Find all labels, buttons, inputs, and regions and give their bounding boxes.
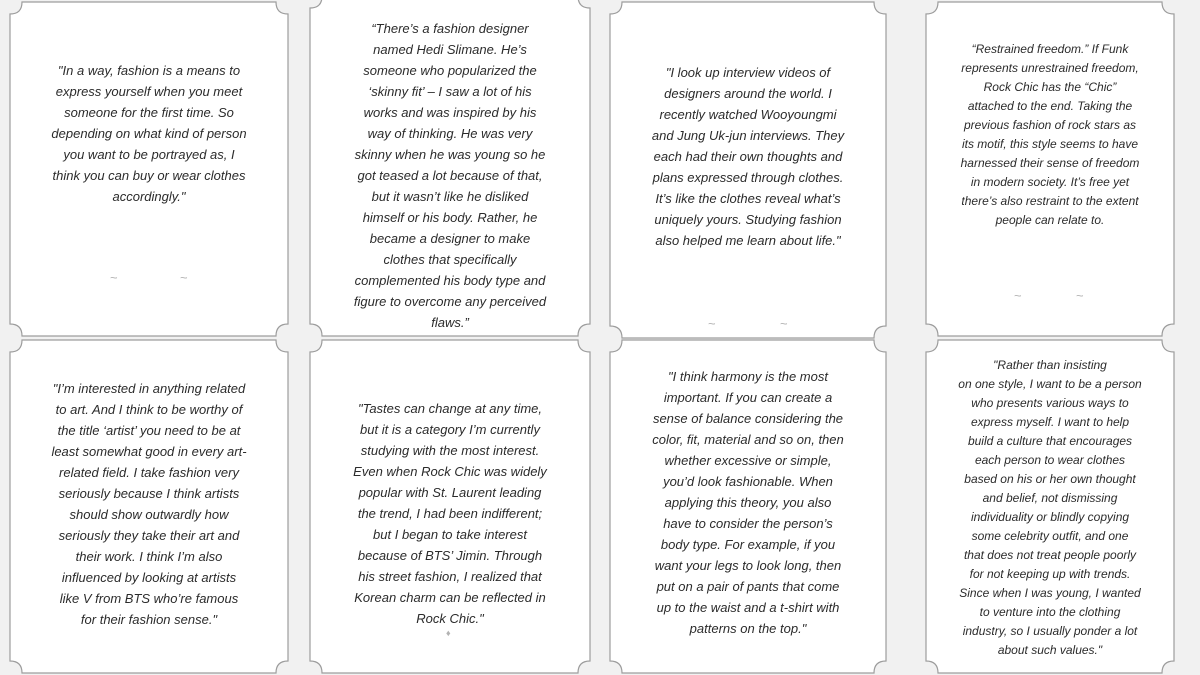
quote-line: who presents various ways to — [971, 396, 1129, 410]
ornament-right-icon: ~ — [1076, 288, 1084, 303]
quote-line: sense of balance considering the — [652, 411, 844, 426]
quote-line: think you can buy or wear clothes — [52, 168, 246, 183]
quote-line: "I think harmony is the most — [668, 369, 828, 384]
quote-line: popular with St. Laurent leading — [358, 485, 542, 500]
quote-line: represents unrestrained freedom, — [961, 61, 1139, 75]
quote-line: some celebrity outfit, and one — [971, 529, 1129, 543]
quote-line: uniquely yours. Studying fashion — [654, 212, 842, 227]
quote-text — [29, 378, 269, 630]
quote-line: Rock Chic." — [416, 611, 484, 626]
quote-line: to art. And I think to be worthy of — [55, 402, 243, 417]
quote-line: clothes that specifically — [383, 252, 517, 267]
quote-line: for not keeping up with trends. — [969, 567, 1131, 581]
quote-line: people can relate to. — [995, 213, 1105, 227]
quote-line: seriously they take their art and — [58, 528, 240, 543]
quote-line: "In a way, fashion is a means to — [57, 63, 241, 78]
quote-line: but it wasn’t like he disliked — [371, 189, 529, 204]
quote-line: became a designer to make — [369, 231, 531, 246]
quote-line: previous fashion of rock stars as — [963, 118, 1137, 132]
quote-line: someone for the first time. So — [64, 105, 234, 120]
quote-card-1 — [8, 0, 290, 338]
quote-line: plans expressed through clothes. — [652, 170, 844, 185]
quote-line: himself or his body. Rather, he — [362, 210, 538, 225]
quote-line: "Tastes can change at any time, — [357, 401, 543, 416]
quote-line: each had their own thoughts and — [653, 149, 843, 164]
quote-line: for their fashion sense." — [80, 612, 218, 627]
quote-line: body type. For example, if you — [660, 537, 836, 552]
quote-line: applying this theory, you also — [664, 495, 832, 510]
quote-line: harnessed their sense of freedom — [960, 156, 1140, 170]
quote-line: Since when I was young, I wanted — [959, 586, 1141, 600]
quote-text — [325, 18, 575, 333]
quote-line: Korean charm can be reflected in — [354, 590, 546, 605]
quote-line: the title ‘artist’ you need to be at — [57, 423, 241, 438]
quote-line: build a culture that encourages — [967, 434, 1133, 448]
quote-line: least somewhat good in every art- — [51, 444, 247, 459]
quote-line: there’s also restraint to the extent — [961, 194, 1139, 208]
quote-line: industry, so I usually ponder a lot — [962, 624, 1138, 638]
quote-line: It’s like the clothes reveal what’s — [655, 191, 841, 206]
quote-line: express yourself when you meet — [55, 84, 243, 99]
quote-text — [625, 62, 871, 251]
ornament-right-icon: ~ — [780, 316, 788, 331]
quote-line: designers around the world. I — [664, 86, 832, 101]
quote-line: and belief, not dismissing — [982, 491, 1118, 505]
quote-line: patterns on the top." — [689, 621, 807, 636]
quote-line: accordingly." — [112, 189, 186, 204]
quote-line: “There’s a fashion designer — [371, 21, 529, 36]
quote-line: important. If you can create a — [663, 390, 833, 405]
quote-line: Even when Rock Chic was widely — [353, 464, 547, 479]
quote-line: "Rather than insisting — [993, 358, 1107, 372]
ornament-left-icon: ~ — [110, 270, 118, 285]
ornament-diamond-icon: ♦ — [446, 628, 451, 638]
quote-line: influenced by looking at artists — [61, 570, 237, 585]
quote-line: works and was inspired by his — [363, 105, 537, 120]
quote-line: about such values." — [997, 643, 1103, 657]
quote-line: way of thinking. He was very — [367, 126, 533, 141]
ornament-left-icon: ~ — [708, 316, 716, 331]
quote-line: in modern society. It’s free yet — [970, 175, 1130, 189]
quote-line: you want to be portrayed as, I — [63, 147, 235, 162]
quote-line: color, fit, material and so on, then — [652, 432, 844, 447]
quote-text — [620, 366, 876, 639]
quote-line: the trend, I had been indifferent; — [357, 506, 543, 521]
quote-line: related field. I take fashion very — [59, 465, 239, 480]
quote-line: up to the waist and a t-shirt with — [656, 600, 840, 615]
quote-line: on one style, I want to be a person — [958, 377, 1142, 391]
quote-line: flaws.” — [431, 315, 469, 330]
ornament-left-icon: ~ — [1014, 288, 1022, 303]
quote-line: want your legs to look long, then — [654, 558, 842, 573]
quote-line: recently watched Wooyoungmi — [659, 107, 837, 122]
quote-card-8 — [924, 338, 1176, 675]
quote-line: figure to overcome any perceived — [353, 294, 547, 309]
quote-line: but I began to take interest — [373, 527, 527, 542]
quote-text — [937, 356, 1163, 660]
quote-line: seriously because I think artists — [58, 486, 240, 501]
quote-line: whether excessive or simple, — [664, 453, 832, 468]
quote-line: but it is a category I’m currently — [360, 422, 540, 437]
quote-line: because of BTS’ Jimin. Through — [357, 548, 543, 563]
quote-line: got teased a lot because of that, — [357, 168, 543, 183]
quote-text — [36, 60, 262, 207]
quote-line: his street fashion, I realized that — [358, 569, 542, 584]
quote-line: their work. I think I’m also — [75, 549, 223, 564]
quote-card-5 — [8, 338, 290, 675]
quote-text — [325, 398, 575, 629]
quote-line: that does not treat people poorly — [963, 548, 1137, 562]
quote-line: put on a pair of pants that come — [656, 579, 840, 594]
quote-line: someone who popularized the — [363, 63, 537, 78]
quote-line: based on his or her own thought — [964, 472, 1136, 486]
quote-line: have to consider the person’s — [663, 516, 833, 531]
quote-line: studying with the most interest. — [360, 443, 540, 458]
quote-line: "I look up interview videos of — [665, 65, 831, 80]
quote-line: individuality or blindly copying — [970, 510, 1130, 524]
quote-card-4 — [924, 0, 1176, 338]
quote-line: depending on what kind of person — [51, 126, 247, 141]
quote-line: should show outwardly how — [69, 507, 229, 522]
quote-line: complemented his body type and — [354, 273, 546, 288]
quote-card-3 — [608, 0, 888, 340]
quote-line: “Restrained freedom.” If Funk — [971, 42, 1129, 56]
quote-line: each person to wear clothes — [974, 453, 1126, 467]
quote-line: you’d look fashionable. When — [663, 474, 833, 489]
quote-card-7 — [608, 338, 888, 675]
ornament-right-icon: ~ — [180, 270, 188, 285]
quote-card-6 — [308, 338, 592, 675]
quote-line: express myself. I want to help — [970, 415, 1130, 429]
quote-text — [938, 40, 1162, 230]
quote-line: "I’m interested in anything related — [52, 381, 246, 396]
quote-line: also helped me learn about life." — [655, 233, 841, 248]
quote-line: named Hedi Slimane. He’s — [373, 42, 527, 57]
quote-line: attached to the end. Taking the — [967, 99, 1133, 113]
quote-line: and Jung Uk-jun interviews. They — [651, 128, 845, 143]
quote-line: its motif, this style seems to have — [961, 137, 1139, 151]
quote-line: ‘skinny fit’ – I saw a lot of his — [368, 84, 532, 99]
quote-line: like V from BTS who’re famous — [59, 591, 239, 606]
quote-line: to venture into the clothing — [979, 605, 1121, 619]
quote-card-2 — [308, 0, 592, 338]
quote-line: skinny when he was young so he — [354, 147, 546, 162]
quote-line: Rock Chic has the “Chic” — [983, 80, 1117, 94]
